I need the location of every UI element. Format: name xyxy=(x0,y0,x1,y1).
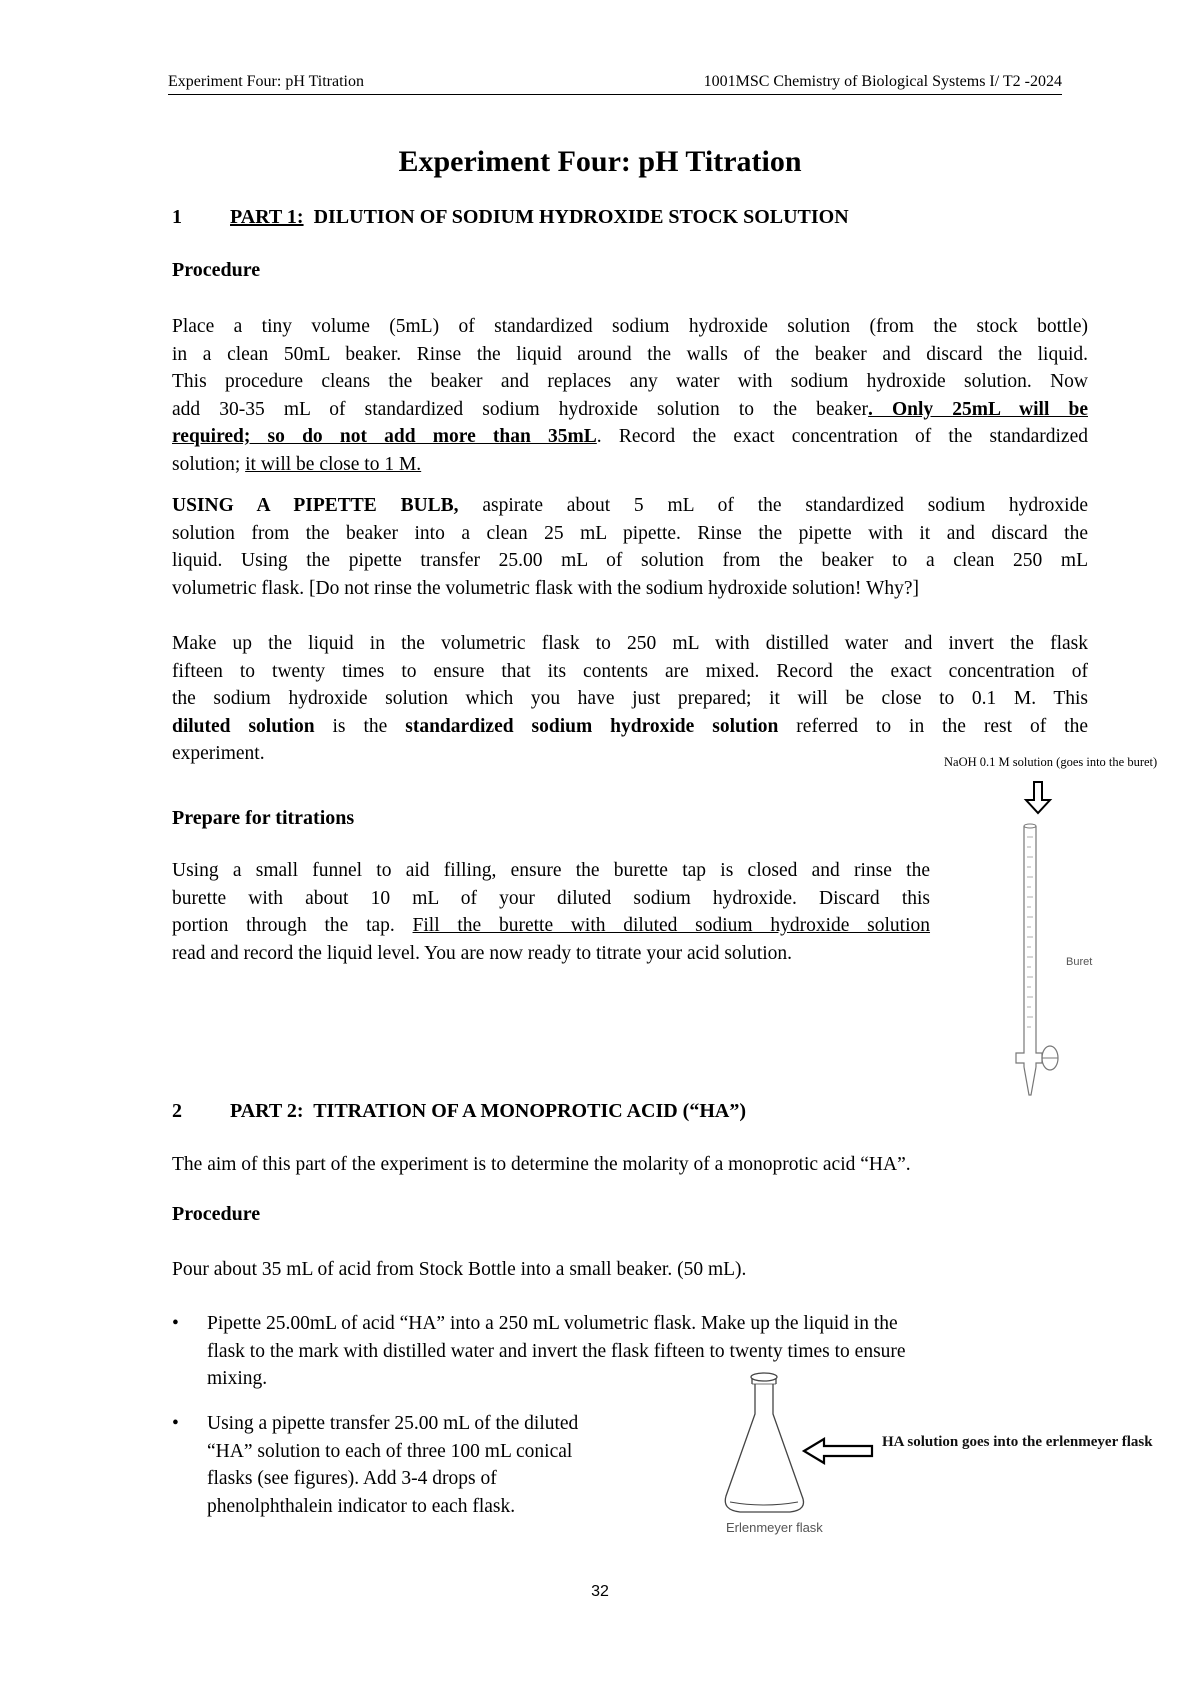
text-line: read and record the liquid level. You are now ready to titrate your acid solution. xyxy=(172,942,793,964)
underlined-run: Fill the burette with diluted sodium hydroxide solution xyxy=(412,915,931,936)
list-item-text xyxy=(207,1410,578,1520)
text-line: This procedure cleans the beaker and replaces any water with sodium hydroxide solution. Now xyxy=(172,371,1088,392)
part1-paragraph-4 xyxy=(172,857,930,967)
text-line: Using a small funnel to aid filling, ensure the burette tap is closed and rinse the xyxy=(172,860,930,881)
bullet-marker: • xyxy=(172,1313,179,1334)
text-line xyxy=(172,912,930,940)
emphasis-run: diluted solution xyxy=(172,715,315,737)
list-item xyxy=(172,1410,692,1522)
text-line: liquid. Using the pipette transfer 25.00 mL of solution from the beaker to a clean 250 mL xyxy=(172,550,1088,571)
header-right: 1001MSC Chemistry of Biological Systems I/ T2 -2024 xyxy=(703,73,1062,90)
burette-label: Buret xyxy=(1066,956,1093,968)
part2-title: TITRATION OF A MONOPROTIC ACID (“HA”) xyxy=(313,1100,747,1122)
part1-number: 1 xyxy=(172,206,182,228)
text-run: portion through the tap. xyxy=(172,915,413,936)
text-run: solution; xyxy=(172,453,246,475)
part2-aim xyxy=(172,1151,1088,1179)
text-line: in a clean 50mL beaker. Rinse the liquid around the walls of the beaker and discard the liquid. xyxy=(172,343,1088,365)
page-number: 32 xyxy=(591,1583,609,1600)
text-run: add 30-35 mL of standardized sodium hydroxide solution to the beaker xyxy=(172,398,869,420)
text-run: referred to in the rest of the xyxy=(778,715,1088,737)
flask-label: Erlenmeyer flask xyxy=(726,1520,823,1535)
emphasis-run: USING A PIPETTE BULB, xyxy=(172,495,459,516)
part2-label: PART 2: xyxy=(230,1100,304,1122)
part1-procedure-label: Procedure xyxy=(172,259,261,281)
left-arrow-icon xyxy=(804,1439,872,1463)
header-left: Experiment Four: pH Titration xyxy=(168,73,364,90)
flask-caption: HA solution goes into the erlenmeyer flask xyxy=(882,1434,1153,1450)
text-line xyxy=(172,396,1088,424)
down-arrow-icon xyxy=(1026,782,1050,813)
part1-label: PART 1: xyxy=(230,206,304,228)
bullet-marker: • xyxy=(172,1413,179,1434)
text-line: fifteen to twenty times to ensure that its contents are mixed. Record the exact concentration of xyxy=(172,660,1088,682)
text-line: experiment. xyxy=(172,743,265,764)
text-line: phenolphthalein indicator to each flask. xyxy=(207,1495,516,1517)
text-line: flasks (see figures). Add 3-4 drops of xyxy=(207,1468,497,1489)
underlined-run: it will be close to 1 M. xyxy=(245,453,422,475)
text-line: volumetric flask. [Do not rinse the volumetric flask with the sodium hydroxide solution! Why?] xyxy=(172,577,919,599)
part1-title: DILUTION OF SODIUM HYDROXIDE STOCK SOLUTION xyxy=(313,206,849,228)
text-line xyxy=(172,492,1088,520)
text-line: The aim of this part of the experiment is to determine the molarity of a monoprotic acid “HA”. xyxy=(172,1154,911,1175)
part2-pour-instruction xyxy=(172,1256,1088,1284)
text-run: is the xyxy=(314,715,406,737)
page-title: Experiment Four: pH Titration xyxy=(398,145,802,178)
text-line: mixing. xyxy=(207,1368,268,1389)
part2-heading xyxy=(172,1100,746,1123)
part2-number: 2 xyxy=(172,1100,182,1122)
part1-paragraph-2 xyxy=(172,492,1088,602)
burette-caption: NaOH 0.1 M solution (goes into the buret) xyxy=(944,755,1158,769)
text-line: Place a tiny volume (5mL) of standardized sodium hydroxide solution (from the stock bottle) xyxy=(172,316,1088,337)
flask-figure xyxy=(700,1370,1200,1550)
text-line: burette with about 10 mL of your diluted sodium hydroxide. Discard this xyxy=(172,887,930,909)
text-line: Pipette 25.00mL of acid “HA” into a 250 mL volumetric flask. Make up the liquid in the xyxy=(207,1313,898,1334)
text-line: solution from the beaker into a clean 25 mL pipette. Rinse the pipette with it and discard the xyxy=(172,522,1088,544)
text-line xyxy=(172,451,1088,479)
part1-heading xyxy=(172,206,849,229)
part2-procedure-label: Procedure xyxy=(172,1203,261,1225)
burette-figure xyxy=(930,755,1200,1105)
burette-icon xyxy=(1016,824,1058,1095)
burette-drawing xyxy=(930,755,1200,1105)
text-line: Using a pipette transfer 25.00 mL of the diluted xyxy=(207,1413,579,1434)
text-run: . Record the exact concentration of the standardized xyxy=(596,426,1088,447)
running-header xyxy=(168,72,1062,95)
prepare-titrations-label: Prepare for titrations xyxy=(172,807,355,829)
emphasis-run: required; so do not add more than 35mL xyxy=(172,426,597,447)
text-run: aspirate about 5 mL of the standardized sodium hydroxide xyxy=(458,495,1089,516)
emphasis-run: standardized sodium hydroxide solution xyxy=(405,715,779,737)
text-line: the sodium hydroxide solution which you have just prepared; it will be close to 0.1 M. This xyxy=(172,688,1088,709)
part1-paragraph-3 xyxy=(172,630,1088,768)
text-line: “HA” solution to each of three 100 mL conical xyxy=(207,1440,573,1462)
text-line xyxy=(172,713,1088,741)
part1-paragraph-1 xyxy=(172,313,1088,478)
text-line: flask to the mark with distilled water and invert the flask fifteen to twenty times to ensure xyxy=(207,1340,906,1362)
text-line xyxy=(172,423,1088,451)
emphasis-run: . Only 25mL will be xyxy=(868,398,1088,420)
erlenmeyer-flask-icon xyxy=(725,1373,803,1512)
text-line: Make up the liquid in the volumetric flask to 250 mL with distilled water and invert the flask xyxy=(172,633,1088,654)
text-line: Pour about 35 mL of acid from Stock Bottle into a small beaker. (50 mL). xyxy=(172,1259,747,1280)
